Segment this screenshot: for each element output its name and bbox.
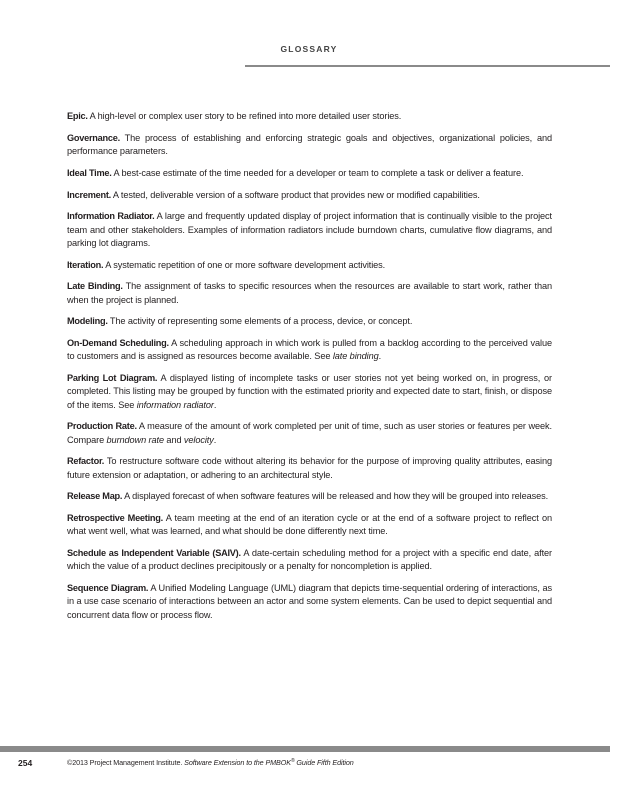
cross-reference: information radiator (136, 399, 214, 410)
term: Ideal Time. (67, 167, 112, 178)
definition: A date-certain scheduling method for a project with a specific end date, after which the value of a product declines precipitously or a penalty for noncompletion is applied. (67, 548, 552, 572)
definition: The assignment of tasks to specific resources when the resources are available to start work, rather than when the project is planned. (67, 281, 552, 305)
footer-citation (67, 758, 354, 767)
glossary-list (67, 110, 552, 630)
cross-reference: velocity (183, 434, 214, 445)
page-number: 254 (18, 758, 33, 768)
term: Parking Lot Diagram. (67, 373, 158, 384)
glossary-entry-saiv (67, 547, 552, 573)
definition: A team meeting at the end of an iteration cycle or at the end of a software project to reflect on what went well, what was learned, and what should be done differently next time. (67, 513, 552, 537)
running-header: GLOSSARY (280, 44, 338, 54)
definition: A large and frequently updated display of project information that is continually visible to the project team and other stakeholders. Examples of information radiators include burndown charts, cumulative flow diagrams, and parking lot diagrams. (67, 211, 552, 248)
term: Schedule as Independent Variable (SAIV). (67, 548, 241, 559)
term: Information Radiator. (67, 211, 155, 222)
definition: A systematic repetition of one or more software development activities. (103, 259, 386, 270)
glossary-entry-modeling (67, 315, 552, 328)
header-rule (245, 65, 610, 67)
definition: A displayed forecast of when software features will be released and how they will be grouped into releases. (122, 491, 549, 502)
book-title: Software Extension to the PMBOK (184, 758, 291, 767)
term: Production Rate. (67, 421, 137, 432)
registered-mark: ® (290, 758, 295, 764)
definition: The process of establishing and enforcing strategic goals and objectives, organizational policies, and performance parameters. (67, 132, 552, 156)
definition-tail: . (213, 434, 217, 445)
term: Sequence Diagram. (67, 583, 149, 594)
definition-tail: . (378, 351, 382, 362)
glossary-entry-iteration (67, 259, 552, 272)
definition: A displayed listing of incomplete tasks or user stories not yet being worked on, in progress, or completed. This listing may be grouped by function with the estimated priority and expected date to start, finish, or dispose of the items. See (67, 373, 552, 410)
glossary-entry-parking-lot-diagram (67, 372, 552, 412)
cross-reference: burndown rate (106, 434, 164, 445)
glossary-entry-late-binding (67, 280, 552, 306)
term: Release Map. (67, 491, 123, 502)
term: Late Binding. (67, 281, 123, 292)
glossary-entry-refactor (67, 455, 552, 481)
book-title-end: Guide Fifth Edition (294, 758, 354, 767)
glossary-entry-production-rate (67, 420, 552, 446)
glossary-entry-epic (67, 110, 552, 123)
glossary-entry-governance (67, 132, 552, 158)
glossary-entry-retrospective-meeting (67, 512, 552, 538)
term: Increment. (67, 189, 111, 200)
definition-tail: . (213, 399, 217, 410)
glossary-entry-on-demand-scheduling (67, 337, 552, 363)
definition: A scheduling approach in which work is pulled from a backlog according to the perceived value to customers and is assigned as resources become available. See (67, 338, 552, 362)
term: On-Demand Scheduling. (67, 338, 169, 349)
copyright: ©2013 Project Management Institute. (67, 758, 185, 767)
term: Iteration. (67, 259, 104, 270)
glossary-entry-sequence-diagram (67, 582, 552, 622)
term: Retrospective Meeting. (67, 513, 163, 524)
glossary-entry-increment (67, 189, 552, 202)
cross-reference: late binding (332, 351, 379, 362)
definition-mid: and (163, 434, 184, 445)
term: Modeling. (67, 316, 108, 327)
definition: To restructure software code without altering its behavior for the purpose of improving quality attributes, easing future extension or adaptation, or adhering to an architectural style. (67, 456, 552, 480)
definition: A best-case estimate of the time needed for a developer or team to complete a task or deliver a feature. (111, 167, 524, 178)
glossary-entry-release-map (67, 490, 552, 503)
glossary-entry-ideal-time (67, 167, 552, 180)
definition: The activity of representing some elements of a process, device, or concept. (107, 316, 413, 327)
term: Governance. (67, 132, 120, 143)
term: Epic. (67, 111, 88, 121)
footer-rule (0, 746, 610, 752)
glossary-entry-information-radiator (67, 210, 552, 250)
term: Refactor. (67, 456, 105, 467)
definition: A Unified Modeling Language (UML) diagram that depicts time-sequential ordering of interactions, as in a use case scenario of interactions between an actor and some system elements. Can be used to depict sequential and concurrent data flow or process flow. (67, 583, 552, 620)
definition: A measure of the amount of work completed per unit of time, such as user stories or features per week. Compare (67, 421, 552, 445)
definition: A high-level or complex user story to be refined into more detailed user stories. (87, 111, 402, 121)
definition: A tested, deliverable version of a software product that provides new or modified capabilities. (110, 189, 480, 200)
